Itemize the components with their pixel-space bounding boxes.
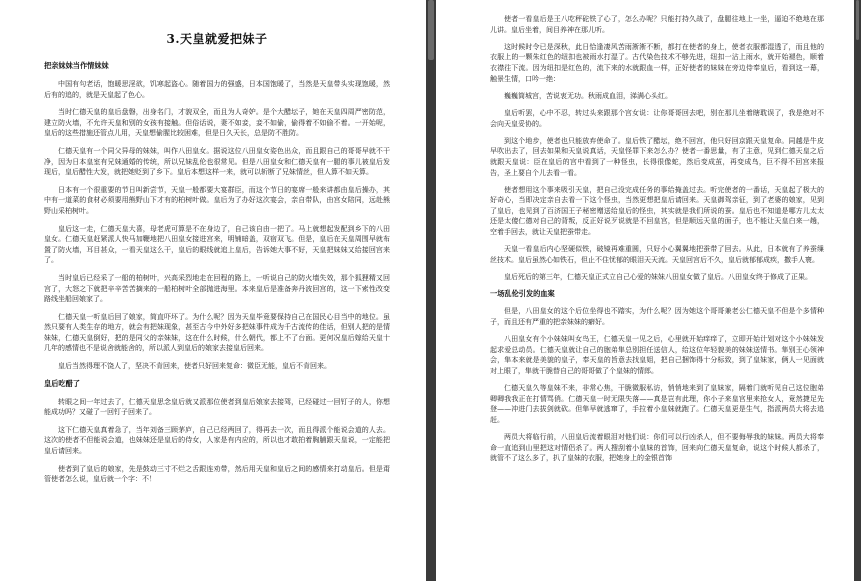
paragraph: 仁德天皇久等皇妹不来，非常心焦，干脆微服私访，悄悄地来到了皇妹家，隔着门就听见自己这位胞弟卿卿我我正在打情骂俏。仁德天皇一时无限失落——真是岂有此理，你小子来皇宫里来抢女人，竟然捷足先登——冲进门去拔剑就砍。但隼早就逃窜了，手拉着小皇妹就跑了。仁德天皇更是生气，指派两员大将去追赶。 — [490, 383, 824, 424]
paragraph: 但是，八田皇女的这个后位坐得也不踏实，为什么呢？因为她这个哥哥兼老公仁德天皇不但是个多情种子，而且还有严重的把亲妹妹的癖好。 — [490, 307, 824, 326]
paragraph: 天皇一看皇后内心坚硬似铁，破镜再难重圆，只好小心翼翼地把蚕带了回去。从此，日本就有了养蚕缫丝技术。皇后虽然心如铁石，但止不住忧郁的眼泪天天流。天皇回宫后不久，皇后就郁郁成疾，撒手人寰。 — [490, 245, 824, 264]
paragraph: 这时候时令已是深秋，此日恰逢凄风苦雨淅淅不断，都打在使者的身上，使者衣服都湿透了，而且他的衣服上的一颗朱红色的纽扣也被雨水打湿了。古代染色技术不够先进，纽扣一沾上雨水，就开始褪色，顺着衣襟往下流。因为纽扣是红色的，流下来的水就跟血一样，正好使者的妹妹在旁边侍奉皇后，看到这一幕，触景生情，口吟一绝： — [490, 42, 824, 83]
paragraph: 这下仁德天皇真着急了，当年刘备三顾茅庐，自己已经两回了，得再去一次，而且得派个能说会道的人去。这次的使者不但能说会道，也妹妹还是皇后的侍女，人家是有内应的，所以也才敢拍着胸脯跟天皇说，一定能把皇后请回来。 — [44, 425, 390, 456]
paragraph: 日本有一个很重要的节日叫新尝节，天皇一般都要大宴群臣，而这个节日的宴席一般来讲都由皇后操办，其中有一道菜的食材必须要用熊野山下才有的柏树叶做。皇后为了办好这次宴会，亲自带队，由宫女陪同，远赴熊野山采柏树叶。 — [44, 185, 390, 215]
section-heading: 一场乱伦引发的血案 — [490, 289, 555, 299]
paragraph: 使者想用这个事来吸引天皇，把自己没完成任务的事给掩盖过去。听完使者的一番话，天皇起了极大的好奇心，当即决定亲自去看一下这个怪虫，当然更想把皇后请回来。天皇御驾亲征，到了老婆的娘家，见到了皇后，也见到了百济国王子秘密赠送给皇后的怪虫，其实就是我们所说的蚕。皇后也不知道是哪方儿太太还是太傻仁德对自己的背叛，反正好说歹说就是不回皇宫，但是顺远天皇的面子，也不能让天皇白来一趟，空着手回去，就让天皇把蚕带走。 — [490, 185, 824, 237]
paragraph: 八田皇女有个小妹妹叫女鸟王，仁德天皇一见之后，心里就开始痒痒了，立即开始计划对这个小妹妹发起求爱总动员。仁德天皇就让自己的胞弟隼总别担任送信人，给这位年轻貌美的妹妹送情书。隼别王心领神会，隼本来就是美貌的皇子，奉天皇的旨意去找皇姐，把自己捆饰得十分标致，到了皇妹家，俩人一见面就对上眼了，隼就干脆替自己的哥哥做了个皇妹的情郎。 — [490, 335, 824, 375]
scrollbar-left[interactable] — [426, 0, 436, 581]
paragraph: 使者一看皇后是王八吃秤砣铁了心了，怎么办呢？只能打持久战了，盘腿往地上一坐，逼迫不绝地在那儿讲。皇后坐着，间目养神在那儿听。 — [490, 15, 824, 34]
scrollbar-thumb[interactable] — [856, 0, 859, 40]
paragraph: 皇后当然得理不饶人了，坚决不肯回来，使者只好回来复命：微臣无能，皇后不肯回来。 — [58, 362, 331, 371]
chapter-title: 3.天皇就爱把妹子 — [166, 32, 268, 46]
document-page-left — [0, 0, 426, 581]
paragraph: 中国有句老话，饱暖思淫欲，饥寒起盗心。随着国力的强盛，日本国饱暖了，当然是天皇带头实现饱暖，然后有的追的，就是天皇起了色心。 — [44, 80, 390, 99]
paragraph: 皇后死后的第三年，仁德天皇正式立自己心爱的妹妹八田皇女做了皇后。八田皇女终于修成了正果。 — [504, 273, 812, 282]
document-page-right — [436, 0, 854, 581]
paragraph: 两员大将临行前，八田皇后流着眼泪对他们说：你们可以行凶杀人，但不要侮辱我的妹妹。两员大将奉命一直追到山里把这对情侣杀了。两人搜刮着小皇妹的首饰，回来向仁德天皇复命，说这个时候人都杀了，就管不了这么多了，扒了皇妹的衣服，把她身上的金银首饰 — [490, 432, 824, 463]
section-heading: 把亲妹妹当作情妹妹 — [44, 61, 109, 70]
paragraph: 皇后这一走，仁德天皇大喜，母老虎可算是不在身边了，自己该自由一把了。马上就想起发配到乡下的八田皇女。仁德天皇赶紧派人快马加鞭地把八田皇女接进宫来，明铺暗盖，双宿双飞。但是，皇后在天皇周围早就布置了防火墙，耳目甚众，一看天皇这么干，皇后的眼线就追上皇后，告诉她大事不好，天皇把妹妹又给接回宫来了。 — [44, 224, 390, 265]
paragraph: 巍巍筒城宫，苦说衷无功。秋雨成血泪，涕满心头红。 — [504, 91, 672, 100]
paragraph: 使者到了皇后的娘家，先是鼓动三寸不烂之舌跟连劝带，然后用天皇和皇后之间的感情来打动皇后。但是甭管使者怎么说，皇后就一个字：不！ — [44, 464, 390, 484]
section-heading: 皇后吃醋了 — [44, 378, 80, 388]
scrollbar-thumb[interactable] — [428, 0, 434, 60]
paragraph: 到这个地步，使者也只能放弃使命了。皇后铁了醋坛，绝不回宫，他只好回京跟天皇复命。同越是牛皮早吹出去了，回去如果和天皇说真话，天皇怪罪下来怎么办？使者一番思量，有了主意，见到仁德天皇之后就跟天皇说：臣在皇后的宫中看到了一种怪虫，长得很像蛇，然后变成茧，再变成鸟，巨不得不回宫来报告，圣上要自个儿去看一看。 — [490, 136, 824, 177]
paragraph: 仁德天皇一听皇后回了娘家，简直吓坏了。为什么呢？因为天皇毕竟要保持自己在国民心目当中的地位。虽然只要有人类生存的地方，就会有把妹现象，甚至古今中外好多把妹事件成为千古流传的佳话，但别人把的是情妹妹，仁德天皇倒好，把的是同父的亲妹妹，这在什么时候，什么朝代，都上不了台面。更何况皇后嫁给天皇十几年的感情也不是说舍就能舍的，所以派人到皇后的娘家去接皇后回来。 — [44, 312, 390, 353]
paragraph: 仁德天皇有一个同父异母的妹妹，叫作八田皇女。据说这位八田皇女姿色出众，而且跟自己的哥哥早就不干净，因为日本皇室有兄妹通婚的传统，所以兄妹乱伦也很常见。但是八田皇女和仁德天皇有一腿的事儿被皇后发现后，皇后醋性大发，就把她贬到了乡下。皇后本想这样一来，就可以斩断了兄妹情丝，但人算不如天算。 — [44, 146, 390, 177]
paragraph: 当时皇后已经采了一船的柏树叶，兴高采烈地走在回程的路上，一听说自己的防火墙失效，那个狐狸精又回宫了，大怒之下就把辛辛苦苦摘来的一船柏树叶全部抛进海里。本来皇后是准备奔丹波回宫的，这一下索性改变路线坐船回娘家了。 — [44, 273, 390, 304]
paragraph: 皇后听罢，心中不忍，转过头来跟那个宫女说：让你哥哥回去吧，别在那儿坐着瞎耽误了，我是绝对不会向天皇妥协的。 — [490, 108, 824, 128]
scrollbar-right[interactable] — [854, 0, 861, 581]
paragraph: 当时仁德天皇的皇后盘磐，出身名门，才貌双全，而且为人奇妒。是个大醋坛子，她在天皇四周严密防范，建立防火墙，不允许天皇和别的女孩有接触。但俗话说，妻不如妾，妾不如偷，偷得着不如偷不着。一开始呢，皇后的这些措施还管点儿用，天皇想偷腥比较困难，但是日久天长，总是防不胜防。 — [44, 108, 390, 138]
paragraph: 转眼之间一年过去了，仁德天皇思念皇后就又派那位使者到皇后娘家去接驾，已经碰过一回钉子的人，你想能成功吗？又碰了一回钉子回来了。 — [44, 397, 390, 417]
